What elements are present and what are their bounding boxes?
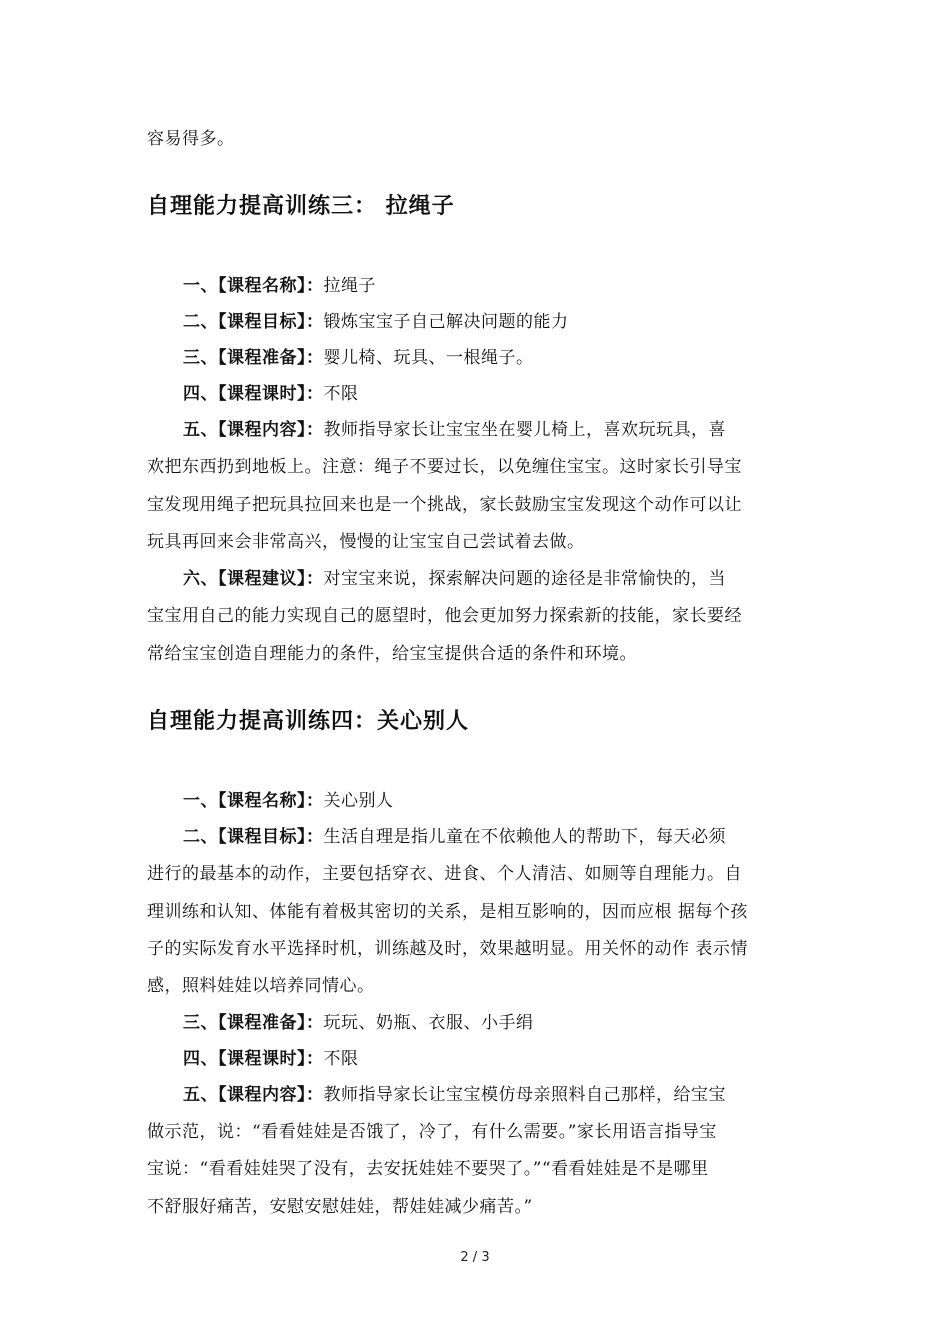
item-text: 锻炼宝宝子自己解决问题的能力 [323,312,569,332]
paragraph-line: 不舒服好痛苦，安慰安慰娃娃，帮娃娃减少痛苦。” [147,1197,533,1217]
page-number: 2 / 3 [460,1250,490,1265]
section-heading-4: 自理能力提高训练四：关心别人 [147,709,470,734]
item-label: 二、【课程目标】： [183,827,324,847]
item-label: 三、【课程准备】： [183,1013,324,1033]
item-label: 五、【课程内容】： [183,1085,324,1105]
item-text: 不限 [323,384,359,404]
item-course-content [183,1084,807,1106]
item-text: 玩玩、奶瓶、衣服、小手绢 [323,1013,534,1033]
item-course-name [183,790,807,812]
paragraph-line: 宝发现用绳子把玩具拉回来也是一个挑战，家长鼓励宝宝发现这个动作可以让 [147,495,742,515]
item-text: 生活自理是指儿童在不依赖他人的帮助下，每天必须 [323,827,726,847]
item-label: 三、【课程准备】： [183,348,324,368]
paragraph-line: 宝宝用自己的能力实现自己的愿望时，他会更加努力探索新的技能，家长要经 [147,606,742,626]
paragraph-line: 进行的最基本的动作，主要包括穿衣、进食、个人清洁、如厕等自理能力。自 [147,864,742,884]
item-label: 一、【课程名称】： [183,791,324,811]
item-course-content [183,419,807,441]
item-text: 对宝宝来说，探索解决问题的途径是非常愉快的，当 [323,569,726,589]
item-text: 教师指导家长让宝宝模仿母亲照料自己那样，给宝宝 [323,1085,726,1105]
item-course-name [183,275,807,297]
item-text: 不限 [323,1049,359,1069]
item-label: 六、【课程建议】： [183,569,324,589]
item-course-advice [183,568,807,590]
item-text: 关心别人 [323,791,394,811]
paragraph-line: 做示范，说：“看看娃娃是否饿了，冷了，有什么需要。”家长用语言指导宝 [147,1122,717,1142]
item-course-prep [183,347,807,369]
paragraph-line: 感，照料娃娃以培养同情心。 [147,976,375,996]
item-course-goal [183,311,807,333]
item-label: 二、【课程目标】： [183,312,324,332]
item-label: 四、【课程课时】： [183,384,324,404]
item-course-hours [183,1048,807,1070]
continuation-text: 容易得多。 [147,129,235,149]
item-course-hours [183,383,807,405]
paragraph-line: 欢把东西扔到地板上。注意：绳子不要过长，以免缠住宝宝。这时家长引导宝 [147,457,742,477]
item-course-goal [183,826,807,848]
paragraph-line: 宝说：“看看娃娃哭了没有，去安抚娃娃不要哭了。”“看看娃娃是不是哪里 [147,1159,709,1179]
item-course-prep [183,1012,807,1034]
item-label: 五、【课程内容】： [183,420,324,440]
paragraph-line: 常给宝宝创造自理能力的条件，给宝宝提供合适的条件和环境。 [147,644,637,664]
item-label: 四、【课程课时】： [183,1049,324,1069]
item-label: 一、【课程名称】： [183,276,324,296]
section-heading-3: 自理能力提高训练三： 拉绳子 [147,194,455,219]
paragraph-line: 玩具再回来会非常高兴，慢慢的让宝宝自己尝试着去做。 [147,532,585,552]
item-text: 婴儿椅、玩具、一根绳子。 [323,348,534,368]
item-text: 教师指导家长让宝宝坐在婴儿椅上，喜欢玩玩具，喜 [323,420,726,440]
paragraph-line: 理训练和认知、体能有着极其密切的关系，是相互影响的，因而应根 据每个孩 [147,902,748,922]
item-text: 拉绳子 [323,276,376,296]
paragraph-line: 子的实际发育水平选择时机，训练越及时，效果越明显。用关怀的动作 表示情 [147,939,748,959]
